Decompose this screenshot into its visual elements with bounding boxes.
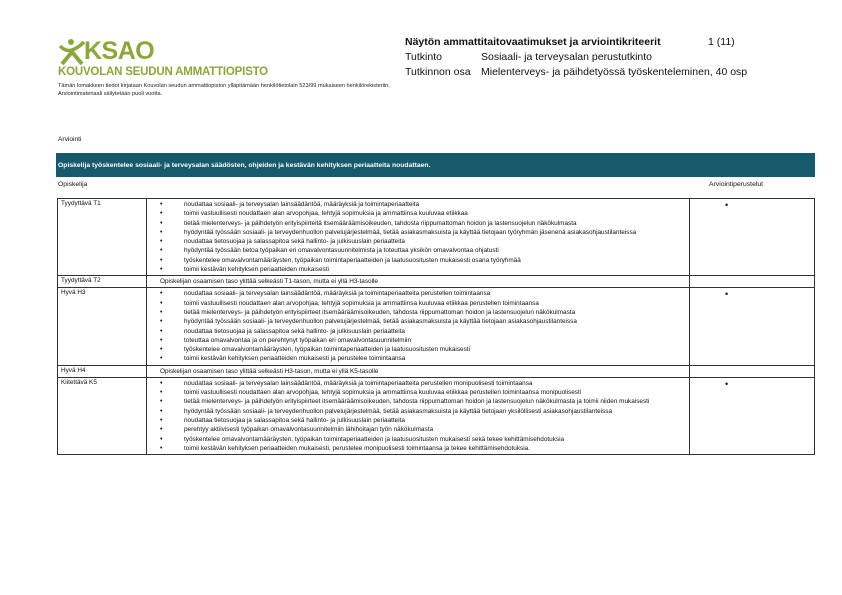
table-row xyxy=(58,276,815,288)
privacy-note: Tämän lomakkeen tiedot kirjataan Kouvolan seudun ammattiopiston ylläpitämään henkilötietolain 523/99 mukaiseen henkilörekisteriin. Arviointimateriaali säilytetään puoli vuotta. xyxy=(58,83,390,97)
criteria-cell xyxy=(147,365,690,377)
criteria-cell xyxy=(147,377,690,454)
list-item: • työskentelee omavalvontamääräysten, työpaikan toimintaperiaatteiden ja laatusuositusten mukaisesti sekä tekee kehittämisehdotuksia xyxy=(184,435,686,444)
list-item: • noudattaa sosiaali- ja terveysalan lainsäädäntöä, määräyksiä ja toimintaperiaatteita perustellen toimintaansa xyxy=(184,289,686,298)
list-item: • toimii kestävän kehityksen periaatteiden mukaisesti, perustelee monipuolisesti toimintaansa ja tekee kehittämisehdotuksia. xyxy=(184,444,686,453)
field-label: Tutkinto xyxy=(405,51,442,63)
list-item: • työskentelee omavalvontamääräysten, työpaikan toimintaperiaatteiden ja laatusuositusten mukaisesti xyxy=(184,345,686,354)
table-row xyxy=(58,365,815,377)
field-tutkinto xyxy=(405,50,747,65)
column-label-student: Opiskelija xyxy=(58,181,88,188)
list-item: • hyödyntää työssään sosiaali- ja terveydenhuollon palvelujärjestelmää, tietää asiakasmaksuista ja käyttää tietojaan asiakasohjaustilanteissa xyxy=(184,317,686,326)
criteria-list xyxy=(150,379,686,453)
page-number: 1 (11) xyxy=(708,36,735,48)
list-item: • toimii kestävän kehityksen periaatteiden mukaisesti ja perustelee toimintaansa xyxy=(184,354,686,363)
field-value: Mielenterveys- ja päihdetyössä työskenteleminen, 40 osp xyxy=(481,66,748,78)
logo-subtitle: KOUVOLAN SEUDUN AMMATTIOPISTO xyxy=(58,66,268,78)
field-tutkinnon-osa xyxy=(405,65,747,80)
criteria-cell xyxy=(147,199,690,276)
criteria-list xyxy=(150,200,686,274)
ksao-figure-icon xyxy=(58,38,86,66)
assessment-grounds-cell[interactable] xyxy=(690,365,815,377)
section-label: Arviointi xyxy=(58,136,82,143)
column-label-grounds: Arviointiperustelut xyxy=(709,181,764,188)
grade-level: Tyydyttävä T1 xyxy=(58,199,147,276)
criteria-cell xyxy=(147,288,690,365)
bullet-icon: • xyxy=(725,289,729,300)
list-item: • tietää mielenterveys- ja päihdetyön erityispiirteitä itsemääräämisoikeuden, tahdosta riippumattoman hoidon ja lastensuojelun näkökulmasta xyxy=(184,219,686,228)
criteria-band: Opiskelija työskentelee sosiaali- ja terveysalan säädösten, ohjeiden ja kestävän kehityksen periaatteita noudattaen. xyxy=(56,153,815,177)
level-description: Opiskelijan osaamisen taso ylittää selkeästi T1-tason, mutta ei yllä H3-tasolle xyxy=(160,278,378,286)
document-header xyxy=(405,35,747,80)
list-item: • noudattaa tietosuojaa ja salassapitoa sekä hallinto- ja julkisuuslain periaatteita xyxy=(184,416,686,425)
list-item: • toimii kestävän kehityksen periaatteiden mukaisesti xyxy=(184,265,686,274)
list-item: • noudattaa tietosuojaa ja salassapitoa sekä hallinto- ja julkisuuslain periaatteita xyxy=(184,327,686,336)
grade-level: Tyydyttävä T2 xyxy=(58,276,147,288)
document-title: Näytön ammattitaitovaatimukset ja arviointikriteerit xyxy=(405,36,661,48)
list-item: • toimii vastuullisesti noudattaen alan arvopohjaa, tehtyjä sopimuksia ja ammattiinsa kuuluvaa etiikkaa perustellen toimintaansa xyxy=(184,299,686,308)
list-item: • noudattaa sosiaali- ja terveysalan lainsäädäntöä, määräyksiä ja toimintaperiaatteita perustellen monipuolisesti toimintaansa xyxy=(184,379,686,388)
list-item: • hyödyntää työssään tietoa työpaikan eri omavalvontasuunnitelmista ja toteuttaa yksikön omavalvontaa ohjatusti xyxy=(184,246,686,255)
grade-level: Kiitettävä K5 xyxy=(58,377,147,454)
logo-brand: KSAO xyxy=(84,37,155,65)
field-label: Tutkinnon osa xyxy=(405,66,471,78)
table-row xyxy=(58,199,815,276)
list-item: • toteuttaa omavalvontaa ja on perehtynyt työpaikan eri omavalvontasuunnitelmiin xyxy=(184,336,686,345)
list-item: • toimii vastuullisesti noudattaen alan arvopohjaa, tehtyjä sopimuksia ja ammattiinsa kuuluvaa etiikkaa perustellen toimintaansa monipuolisesti xyxy=(184,388,686,397)
assessment-table xyxy=(57,198,815,455)
ksao-logo xyxy=(58,36,268,84)
list-item: • noudattaa sosiaali- ja terveysalan lainsäädäntöä, määräyksiä ja toimintaperiaatteita xyxy=(184,200,686,209)
list-item: • noudattaa tietosuojaa ja salassapitoa sekä hallinto- ja julkisuuslain periaatteita xyxy=(184,237,686,246)
assessment-grounds-cell[interactable] xyxy=(690,276,815,288)
assessment-grounds-cell[interactable] xyxy=(690,377,815,454)
table-row xyxy=(58,288,815,365)
field-value: Sosiaali- ja terveysalan perustutkinto xyxy=(481,51,653,63)
criteria-cell xyxy=(147,276,690,288)
grade-level: Hyvä H3 xyxy=(58,288,147,365)
bullet-icon: • xyxy=(725,378,729,389)
list-item: • hyödyntää työssään sosiaali- ja terveydenhuollon palvelujärjestelmää, tietää asiakasmaksuista ja käyttää tietojaan työryhmän jäsenenä asiakasohjaustilanteissa xyxy=(184,228,686,237)
assessment-grounds-cell[interactable] xyxy=(690,288,815,365)
list-item: • tietää mielenterveys- ja päihdetyön erityispiirteet itsemääräämisoikeuden, tahdosta riippumattoman hoidon ja lastensuojelun näkökulmasta ja toimii niiden mukaisesti xyxy=(184,397,686,406)
list-item: • työskentelee omavalvontamääräysten, työpaikan toimintaperiaatteiden ja laatusuositusten mukaisesti osana työryhmää xyxy=(184,256,686,265)
list-item: • hyödyntää työssään sosiaali- ja terveydenhuollon palvelujärjestelmää, tietää asiakasmaksuista ja käyttää tietojaan yksilöllisesti asiakasohjaustilanteissa xyxy=(184,407,686,416)
list-item: • tietää mielenterveys- ja päihdetyön erityispiirteet itsemääräämisoikeuden, tahdosta riippumattoman hoidon ja lastensuojelun näkökulmasta xyxy=(184,308,686,317)
assessment-grounds-cell[interactable] xyxy=(690,199,815,276)
bullet-icon: • xyxy=(725,200,729,210)
list-item: • perehtyy aktiivisesti työpaikan omavalvontasuunnitelmiin lähihoitajan työn näkökulmasta xyxy=(184,425,686,434)
level-description: Opiskelijan osaamisen taso ylittää selkeästi H3-tason, mutta ei yllä K5-tasolle xyxy=(160,367,379,375)
criteria-list xyxy=(150,289,686,363)
grade-level: Hyvä H4 xyxy=(58,365,147,377)
table-row xyxy=(58,377,815,454)
list-item: • toimii vastuullisesti noudattaen alan arvopohjaa, tehtyjä sopimuksia ja ammattiinsa kuuluvaa etiikkaa xyxy=(184,209,686,218)
